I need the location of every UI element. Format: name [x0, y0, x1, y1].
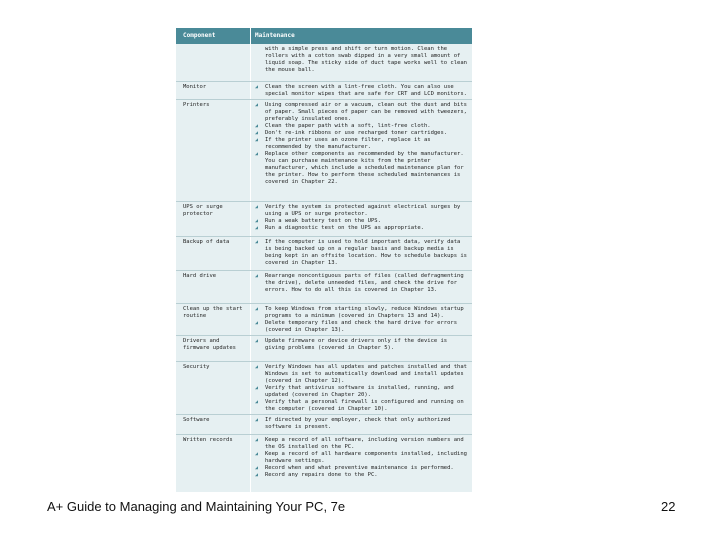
maintenance-cell: [255, 338, 467, 352]
bullet-icon: ◢: [255, 306, 259, 312]
header-maintenance: Maintenance: [255, 32, 295, 39]
maintenance-cell: [255, 84, 467, 98]
maintenance-item-text: Update firmware or device drivers only if the device is giving problems (covered in Chapter 5).: [265, 338, 448, 351]
maintenance-cell: [255, 273, 467, 294]
bullet-icon: ◢: [255, 102, 259, 108]
bullet-icon: ◢: [255, 218, 259, 224]
maintenance-item-text: Clean the screen with a lint-free cloth. You can also use special monitor wipes that are safe for CRT and LCD monitors.: [265, 84, 467, 97]
row-divider: [176, 81, 472, 82]
bullet-icon: ◢: [255, 273, 259, 279]
maintenance-item: [255, 364, 467, 385]
component-cell: Hard drive: [183, 273, 217, 279]
maintenance-item-text: If the computer is used to hold important data, verify data is being backed up on a regular basis and backup media is being kept in an offsite location. How to schedule backups is covered in Chapter 13.: [265, 239, 467, 266]
component-cell: Drivers and firmware updates: [183, 338, 236, 351]
table-header: [176, 28, 472, 44]
bullet-icon: ◢: [255, 385, 259, 391]
maintenance-item: [255, 338, 467, 352]
bullet-icon: ◢: [255, 399, 259, 405]
row-divider: [176, 270, 472, 271]
book-title: A+ Guide to Managing and Maintaining Your PC, 7e: [47, 499, 346, 514]
maintenance-item-text: Verify that a personal firewall is configured and running on the computer (covered in Chapter 10).: [265, 399, 464, 412]
bullet-icon: ◢: [255, 123, 259, 129]
row-divider: [176, 414, 472, 415]
bullet-icon: ◢: [255, 204, 259, 210]
maintenance-item-text: Keep a record of all software, including version numbers and the OS installed on the PC.: [265, 437, 464, 450]
bullet-icon: ◢: [255, 225, 259, 231]
maintenance-item: [255, 385, 467, 399]
component-cell: Printers: [183, 102, 210, 108]
maintenance-item: [255, 417, 467, 431]
maintenance-item: [255, 320, 467, 334]
maintenance-item-text: Record when and what preventive maintenance is performed.: [265, 465, 454, 471]
maintenance-item-text: If directed by your employer, check that only authorized software is present.: [265, 417, 451, 430]
maintenance-item-text: Delete temporary files and check the hard drive for errors (covered in Chapter 13).: [265, 320, 458, 333]
maintenance-item: [255, 472, 467, 479]
bullet-icon: ◢: [255, 465, 259, 471]
component-cell: UPS or surge protector: [183, 204, 223, 217]
maintenance-cell: [255, 417, 467, 431]
row-divider: [176, 303, 472, 304]
row-divider: [176, 335, 472, 336]
maintenance-cell: [255, 204, 467, 232]
maintenance-item-text: Replace other components as recommended by the manufacturer. You can purchase maintenance kits from the printer manufacturer, which include a scheduled maintenance plan for the printer. How to perform these scheduled maintenances is covered in Chapter 22.: [265, 151, 464, 185]
page-number: 22: [661, 499, 676, 514]
maintenance-item-text: Verify Windows has all updates and patches installed and that Windows is set to automatically download and install updates (covered in Chapter 12).: [265, 364, 467, 384]
component-cell: Clean up the start routine: [183, 306, 243, 319]
maintenance-cell: [255, 306, 467, 334]
row-divider: [176, 236, 472, 237]
row-divider: [176, 99, 472, 100]
maintenance-item: [255, 399, 467, 413]
maintenance-item: [255, 84, 467, 98]
maintenance-item-text: Using compressed air or a vacuum, clean out the dust and bits of paper. Small pieces of paper can be removed with tweezers, preferably insulated ones.: [265, 102, 467, 122]
column-divider: [250, 28, 251, 492]
maintenance-item: [255, 306, 467, 320]
continuation-text: with a simple press and shift or turn motion. Clean the rollers with a cotton swab dipped in a very small amount of liquid soap. The sticky side of duct tape works well to clean the mouse ball.: [265, 46, 467, 73]
maintenance-item-text: Run a diagnostic test on the UPS as appropriate.: [265, 225, 424, 231]
bullet-icon: ◢: [255, 137, 259, 143]
maintenance-item-text: Keep a record of all hardware components installed, including hardware settings.: [265, 451, 467, 464]
bullet-icon: ◢: [255, 130, 259, 136]
maintenance-item: [255, 204, 467, 218]
bullet-icon: ◢: [255, 437, 259, 443]
bullet-icon: ◢: [255, 417, 259, 423]
component-cell: Backup of data: [183, 239, 230, 245]
maintenance-item-text: Run a weak battery test on the UPS.: [265, 218, 381, 224]
bullet-icon: ◢: [255, 451, 259, 457]
maintenance-cell: [255, 239, 467, 267]
bullet-icon: ◢: [255, 338, 259, 344]
maintenance-item: [255, 437, 467, 451]
maintenance-item-text: If the printer uses an ozone filter, replace it as recommended by the manufacturer.: [265, 137, 431, 150]
header-component: Component: [183, 32, 216, 39]
maintenance-item-text: Verify that antivirus software is installed, running, and updated (covered in Chapter 20).: [265, 385, 454, 398]
maintenance-item: [255, 225, 467, 232]
maintenance-cell: [255, 437, 467, 479]
maintenance-item-text: Rearrange noncontiguous parts of files (called defragmenting the drive), delete unneeded files, and check the drive for errors. How to do all this is covered in Chapter 13.: [265, 273, 464, 293]
row-divider: [176, 434, 472, 435]
maintenance-item: [255, 130, 467, 137]
maintenance-item: [255, 451, 467, 465]
component-cell: Security: [183, 364, 210, 370]
row-divider: [176, 361, 472, 362]
maintenance-item: [255, 218, 467, 225]
bullet-icon: ◢: [255, 239, 259, 245]
maintenance-item: [255, 465, 467, 472]
component-cell: Written records: [183, 437, 233, 443]
maintenance-item: [255, 123, 467, 130]
maintenance-item-text: Verify the system is protected against electrical surges by using a UPS or surge protector.: [265, 204, 461, 217]
maintenance-item-text: Don't re-ink ribbons or use recharged toner cartridges.: [265, 130, 448, 136]
bullet-icon: ◢: [255, 151, 259, 157]
bullet-icon: ◢: [255, 84, 259, 90]
maintenance-item-text: Clean the paper path with a soft, lint-free cloth.: [265, 123, 431, 129]
maintenance-cell: [255, 102, 467, 186]
maintenance-item: [255, 102, 467, 123]
maintenance-item: [255, 137, 467, 151]
row-divider: [176, 201, 472, 202]
maintenance-item: [255, 151, 467, 186]
maintenance-table-image: [176, 28, 472, 492]
maintenance-item: [255, 239, 467, 267]
maintenance-cell: [255, 364, 467, 413]
bullet-icon: ◢: [255, 472, 259, 478]
maintenance-item-text: Record any repairs done to the PC.: [265, 472, 378, 478]
component-cell: Software: [183, 417, 210, 423]
maintenance-item-text: To keep Windows from starting slowly, reduce Windows startup programs to a minimum (covered in Chapters 13 and 14).: [265, 306, 464, 319]
bullet-icon: ◢: [255, 320, 259, 326]
maintenance-item: [255, 273, 467, 294]
component-cell: Monitor: [183, 84, 207, 90]
bullet-icon: ◢: [255, 364, 259, 370]
